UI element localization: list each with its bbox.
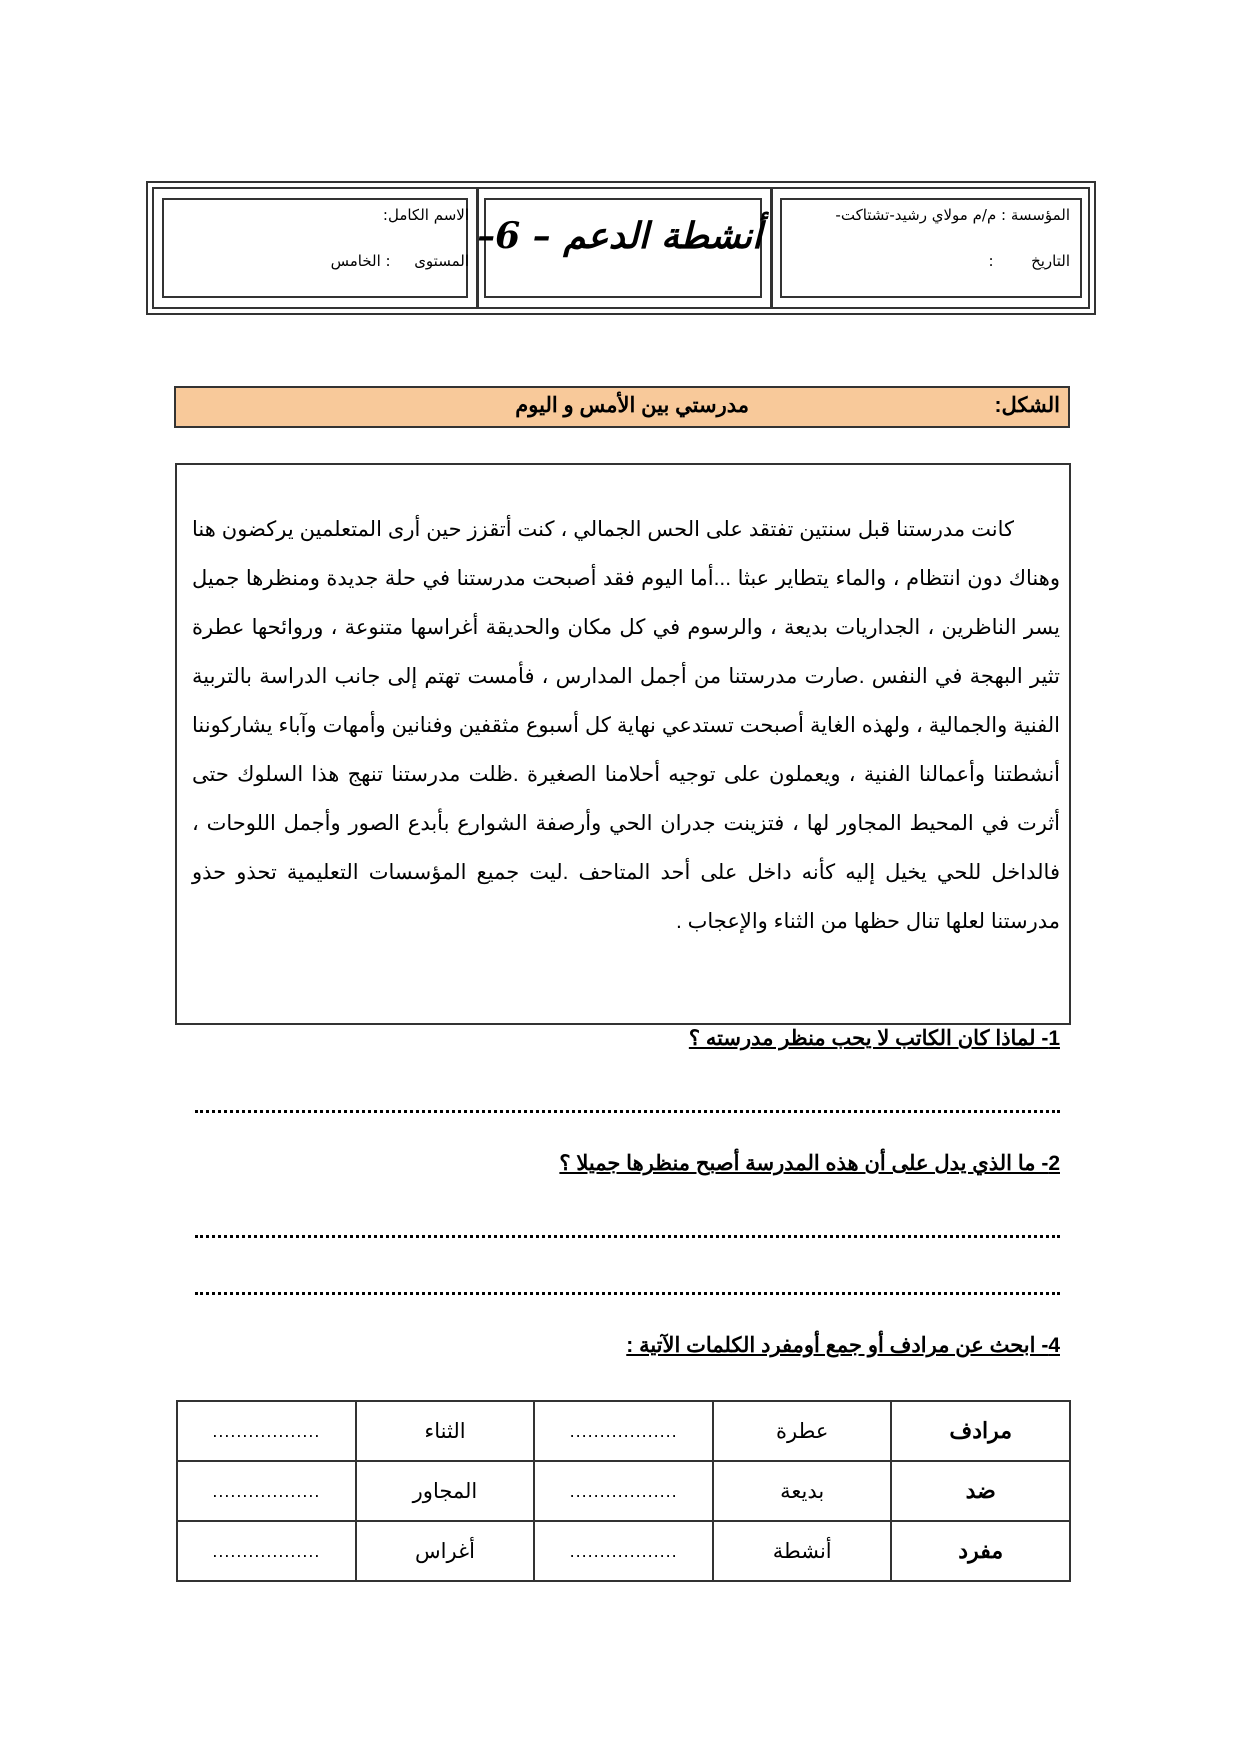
header-divider-right [770,187,773,309]
table-row [177,1401,1070,1461]
level-value: : الخامس [330,252,391,270]
institution-label: المؤسسة : [1001,206,1070,224]
date-label: التاريخ [1031,252,1070,270]
answer-blank[interactable]: .................. [534,1401,713,1461]
vocabulary-table [176,1400,1071,1582]
date-colon: : [988,252,994,270]
topic-title: مدرستي بين الأمس و اليوم [515,394,749,417]
vocab-word: أنشطة [713,1521,892,1581]
question-1: 1- لماذا كان الكاتب لا يحب منظر مدرسته ؟ [688,1027,1060,1050]
vocab-word: بديعة [713,1461,892,1521]
answer-blank[interactable]: .................. [177,1401,356,1461]
answer-line-3[interactable] [195,1292,1060,1295]
full-name-label: الاسم الكامل: [382,206,469,224]
row-header-synonym: مرادف [891,1401,1070,1461]
row-header-antonym: ضد [891,1461,1070,1521]
table-row [177,1461,1070,1521]
date-line [988,252,1070,270]
vocab-word: المجاور [356,1461,535,1521]
institution-line [835,206,1070,224]
vocab-word: الثناء [356,1401,535,1461]
worksheet-title: أنشطة الدعم – 6– [477,215,762,257]
answer-line-2[interactable] [195,1235,1060,1238]
answer-blank[interactable]: .................. [534,1461,713,1521]
answer-blank[interactable]: .................. [534,1521,713,1581]
level-label: المستوى [414,252,469,270]
reading-passage: كانت مدرستنا قبل سنتين تفتقد على الحس الجمالي ، كنت أتقزز حين أرى المتعلمين يركضون هنا وهناك دون انتظام ، والماء يتطاير عبثا ...أما اليوم فقد أصبحت مدرستنا في حلة جديدة ومنظرها جميل يسر الناظرين ، الجداريات بديعة ، والرسوم في كل مكان والحديقة أغراسها متنوعة ، وروائحها عطرة تثير البهجة في النفس .صارت مدرستنا من أجمل المدارس ، فأمست تهتم إلى جانب الدراسة بالتربية الفنية والجمالية ، ولهذه الغاية أصبحت تستدعي نهاية كل أسبوع مثقفين وفنانين وأمهات وآباء يشاركوننا أنشطتنا وأعمالنا الفنية ، ويعملون على توجيه أحلامنا الصغيرة .ظلت مدرستنا تنهج هذا السلوك حتى أثرت في المحيط المجاور لها ، فتزينت جدران الحي وأرصفة الشوارع بأبدع الصور وأجمل اللوحات ، فالداخل للحي يخيل إليه كأنه داخل على أحد المتاحف .ليت جميع المؤسسات التعليمية تحذو حذو مدرستنا لعلها تنال حظها من الثناء والإعجاب . [192,518,1060,933]
table-row [177,1521,1070,1581]
level-line [331,252,469,270]
question-4: 4- ابحث عن مرادف أو جمع أومفرد الكلمات الآتية : [626,1334,1060,1357]
question-2: 2- ما الذي يدل على أن هذه المدرسة أصبح منظرها جميلا ؟ [559,1152,1060,1175]
answer-blank[interactable]: .................. [177,1521,356,1581]
row-header-singular: مفرد [891,1521,1070,1581]
topic-label: الشكل: [994,394,1060,417]
answer-blank[interactable]: .................. [177,1461,356,1521]
institution-value: م/م مولاي رشيد-تشتاكت- [835,206,997,224]
vocab-word: أغراس [356,1521,535,1581]
vocab-word: عطرة [713,1401,892,1461]
answer-line-1[interactable] [195,1110,1060,1113]
